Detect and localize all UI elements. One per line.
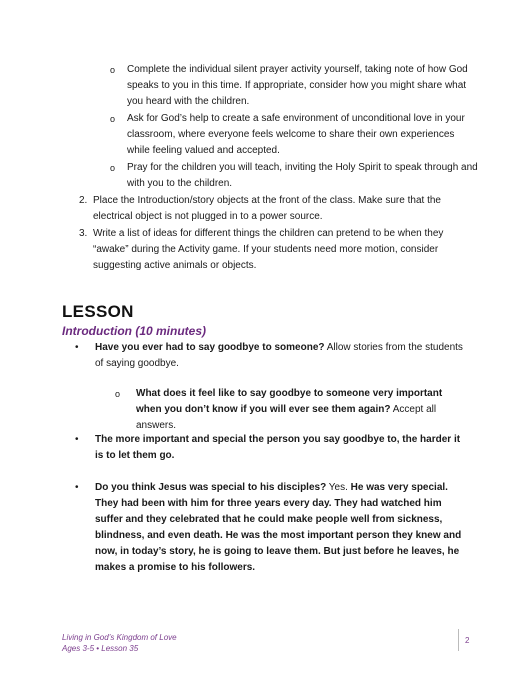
question-bold-text: What does it feel like to say goodbye to someone very important when you don’t know if you will ever see them again?: [136, 388, 443, 415]
circle-bullet-icon: o: [110, 114, 116, 124]
item-text: Place the Introduction/story objects at the front of the class. Make sure that the electrical object is not plugged in to a power source.: [93, 195, 441, 222]
sub-list-item: [110, 111, 479, 159]
page-number: 2: [465, 636, 470, 645]
footer-subtitle: Ages 3-5 • Lesson 35: [62, 644, 139, 653]
circle-bullet-icon: o: [115, 389, 121, 399]
preparation-list: [79, 62, 479, 275]
preparation-sub-list: [110, 62, 479, 192]
item-number: 2.: [79, 195, 88, 206]
bullet-icon: •: [75, 342, 79, 353]
item-text: Write a list of ideas for different things the children can pretend to be when they “awake” during the Activity game. If your students need more motion, consider suggesting active animals or objects.: [93, 228, 444, 271]
preparation-item-1: [79, 62, 479, 192]
preparation-item-3: [79, 226, 479, 274]
answer-text: Yes.: [326, 482, 351, 493]
explanation-bold-text: He was very special. They had been with him for three years every day. They had watched him suffer and they celebrated that he could make people well from sickness, blindness, and even death. He was the most important person they knew and now, in today’s story, he is going to leave them. But just before he leaves, he makes a promise to his followers.: [95, 482, 462, 573]
question-item: [75, 340, 470, 372]
introduction-heading: Introduction (10 minutes): [62, 324, 206, 338]
bullet-icon: •: [75, 482, 79, 493]
circle-bullet-icon: o: [110, 65, 116, 75]
question-note: Allow stories from the students of saying goodbye.: [95, 342, 463, 369]
item-number: 3.: [79, 228, 88, 239]
question-bold-text: Do you think Jesus was special to his disciples?: [95, 482, 327, 493]
statement-bold-text: The more important and special the person you say goodbye to, the harder it is to let them go.: [95, 434, 461, 461]
statement-item: [75, 432, 470, 464]
sub-item-text: Ask for God’s help to create a safe environment of unconditional love in your classroom, where everyone feels welcome to share their own experiences while feeling valued and accepted.: [127, 113, 465, 156]
question-item: [75, 480, 470, 576]
sub-list-item: [110, 62, 479, 110]
footer-divider: [458, 629, 459, 651]
sub-item-text: Pray for the children you will teach, inviting the Holy Spirit to speak through and with you to the children.: [127, 162, 478, 189]
lesson-heading: LESSON: [62, 302, 134, 321]
sub-list-item: [110, 160, 479, 192]
footer-title: Living in God’s Kingdom of Love: [62, 633, 177, 642]
preparation-item-2: [79, 193, 479, 225]
question-bold-text: Have you ever had to say goodbye to someone?: [95, 342, 325, 353]
circle-bullet-icon: o: [110, 163, 116, 173]
footer-curriculum-info: [62, 632, 177, 654]
sub-item-text: Complete the individual silent prayer activity yourself, taking note of how God speaks to you in this time. If appropriate, consider how you might share what you heard with the children.: [127, 64, 468, 107]
bullet-icon: •: [75, 434, 79, 445]
sub-question-item: [115, 386, 470, 434]
question-note: Accept all answers.: [136, 404, 437, 431]
